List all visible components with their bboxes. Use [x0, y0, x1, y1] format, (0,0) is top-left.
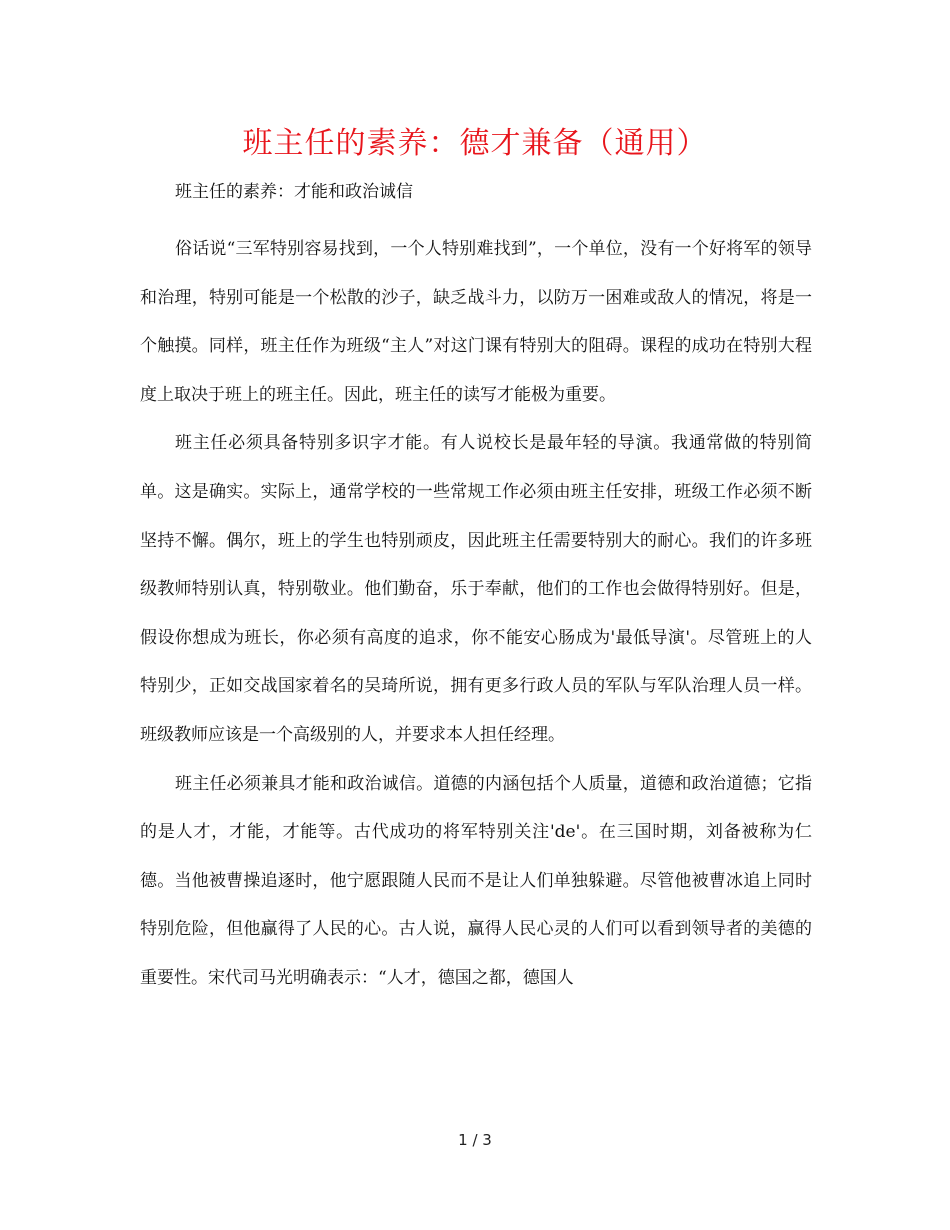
paragraph-1: 俗话说“三军特别容易找到，一个人特别难找到”，一个单位，没有一个好将军的领导和治理，特别可能是一个松散的沙子，缺乏战斗力，以防万一困难或敌人的情况，将是一个触摸。同样，班主任作为班级“主人”对这门课有特别大的阻碍。课程的成功在特别大程度上取决于班上的班主任。因此，班主任的读写才能极为重要。: [140, 239, 812, 405]
paragraph-3: 班主任必须兼具才能和政治诚信。道德的内涵包括个人质量，道德和政治道德；它指的是人才，才能，才能等。古代成功的将军特别关注'de'。在三国时期，刘备被称为仁德。当他被曹操追逐时，他宁愿跟随人民而不是让人们单独躲避。尽管他被曹冰追上同时特别危险，但他赢得了人民的心。古人说，赢得人民心灵的人们可以看到领导者的美德的重要性。宋代司马光明确表示：“人才，德国之都，德国人: [140, 773, 812, 988]
document-title: 班主任的素养：德才兼备（通用）: [242, 126, 708, 161]
page-indicator: 1 / 3: [458, 1131, 492, 1149]
document-body: [140, 225, 812, 1003]
paragraph-2: 班主任必须具备特别多识字才能。有人说校长是最年轻的导演。我通常做的特别简单。这是确实。实际上，通常学校的一些常规工作必须由班主任安排，班级工作必须不断坚持不懈。偶尔，班上的学生也特别顽皮，因此班主任需要特别大的耐心。我们的许多班级教师特别认真，特别敬业。他们勤奋，乐于奉献，他们的工作也会做得特别好。但是，假设你想成为班长，你必须有高度的追求，你不能安心肠成为'最低导演'。尽管班上的人特别少，正如交战国家着名的吴琦所说，拥有更多行政人员的军队与军队治理人员一样。班级教师应该是一个高级别的人，并要求本人担任经理。: [140, 433, 812, 745]
document-subtitle: 班主任的素养：才能和政治诚信: [175, 182, 413, 202]
